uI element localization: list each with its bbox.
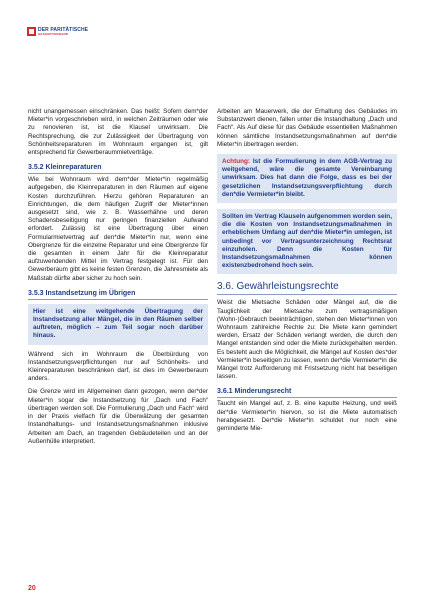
section-heading-3-5-2: 3.5.2 Kleinreparaturen xyxy=(28,164,208,174)
section-heading-3-6-1: 3.6.1 Minderungsrecht xyxy=(217,388,397,398)
highlight-box: Hier ist eine weitgehende Übertragung der Instandsetzung aller Mängel, die in den Räumen selber auftreten, möglich – zum Teil sogar noch darüber hinaus. xyxy=(28,304,208,345)
warning-label: Achtung: xyxy=(222,158,251,166)
section-heading-3-5-3: 3.5.3 Instandsetzung im Übrigen xyxy=(28,290,208,300)
logo-line2: GESAMTVERBAND xyxy=(38,31,69,36)
warning-text: Ist die Formulierung in dem AGB-Vertrag zu weitgehend, wäre die gesamte Vereinbarung unwirksam. Dies hat dann die Folge, dass es bei der gesetzlichen Instandsetzungsverpflichtung durch den*die Vermieter*in bleibt. xyxy=(222,158,392,198)
logo-mark-icon xyxy=(27,27,36,36)
paragraph: nicht unangemessen einschränken. Das heißt: Sofern dem*der Mieter*in vorgeschrieben wird, in welchen Zeiträumen oder wie zu renovieren ist, ist die Klausel unwirksam. Die Rechtsprechung, die zur Zulässigkeit der Übertragung von Schönheitsreparaturen im Wohnraum ergangen ist, gilt entsprechend für Gewerberaummietverträge. xyxy=(28,108,208,157)
logo-line1: DER PARITÄTISCHE xyxy=(38,26,89,33)
highlight-box: Sollten im Vertrag Klauseln aufgenommen worden sein, die die Kosten von Instandsetzungsmaßnahmen in erheblichem Umfang auf den*die Mieter*in umlegen, ist unbedingt vor Vertragsunterzeichnung Rechtsrat einzuholen. Denn die Kosten für Instandsetzungsmaßnahmen können existenzbedrohend hoch sein. xyxy=(217,209,397,274)
paragraph: Arbeiten am Mauerwerk, die der Erhaltung des Gebäudes im Substanzwert dienen, fallen unter die Instandhaltung „Dach und Fach“. Als Auf diese für das Gebäude essentiellen Maßnahmen können sämtliche Instandsetzungsmaßnahmen auf den*die Mieter*in übertragen werden. xyxy=(217,108,397,148)
paragraph: Taucht ein Mangel auf, z. B. eine kaputte Heizung, und weiß der*die Vermieter*in hiervon, so ist die Miete automatisch herabgesetzt. Der*die Mieter*in schuldet nur noch eine geminderte Mie- xyxy=(217,400,397,433)
logo xyxy=(27,26,97,37)
paragraph: Die Grenze wird im Allgemeinen dann gezogen, wenn der*der Mieter*in sogar die Instandsetzung für „Dach und Fach“ übertragen werden soll. Die Formulierung „Dach und Fach“ wird in der Praxis vielfach für die Überwälzung der gesamten Instandhaltungs- und Instandsetzungsmaßnahmen inklusive Arbeiten am Dach, an tragenden Gebäudeteilen und an der Außenhülle interpretiert. xyxy=(28,388,208,445)
section-heading-3-6: 3.6. Gewährleistungsrechte xyxy=(217,281,397,295)
page-number: 20 xyxy=(28,585,36,592)
left-column xyxy=(28,108,208,451)
paragraph: Weist die Mietsache Schäden oder Mängel auf, die die Tauglichkeit der Mietsache zum vertragsmäßigen (Wohn-)Gebrauch beeinträchtigen, stehen den Mieter*innen von Wohnraum zahlreiche Rechte zu: Die Miete kann gemindert werden, Ersatz der Schäden verlangt werden, die durch den Mangel entstanden sind oder die Miete zurückgehalten werden. Es besteht auch die Möglichkeit, die Mängel auf Kosten des*der Vermieter*in beseitigen zu lassen, wenn der*die Vermieter*in die Mängel trotz Aufforderung mit Fristsetzung nicht hat beseitigen lassen. xyxy=(217,299,397,381)
paragraph: Wie bei Wohnraum wird dem*der Mieter*in regelmäßig aufgegeben, die Kleinreparaturen in den Räumen auf eigene Kosten durchzuführen. Hierzu gehören Reparaturen an Einrichtungen, die dem häufigen Zugriff der Mieter*innen ausgesetzt sind, wie z. B. Wasserhähne und deren Schadensbeseitigung nur geringen finanziellen Aufwand erfordert. Zulässig ist eine Übertragung über einen Formularmietvertrag auf den*die Mieter*in nur, wenn eine Obergrenze für die einzelne Reparatur und eine Obergrenze für die gesamten in einem Jahr für die Kleinreparatur aufzuwendenden Mittel im Vertrag festgelegt ist. Für den Gewerberaum gibt es keine festen Grenzen, die Jahresmiete als Maßstab dürfte aber sicher zu hoch sein. xyxy=(28,176,208,282)
warning-box xyxy=(217,154,397,203)
paragraph: Während sich im Wohnraum die Überbürdung von Instandsetzungsverpflichtungen nur auf Schönheits- und Kleinreparaturen beschränken darf, ist dies im Gewerberaum anders. xyxy=(28,350,208,383)
right-column xyxy=(217,108,397,438)
